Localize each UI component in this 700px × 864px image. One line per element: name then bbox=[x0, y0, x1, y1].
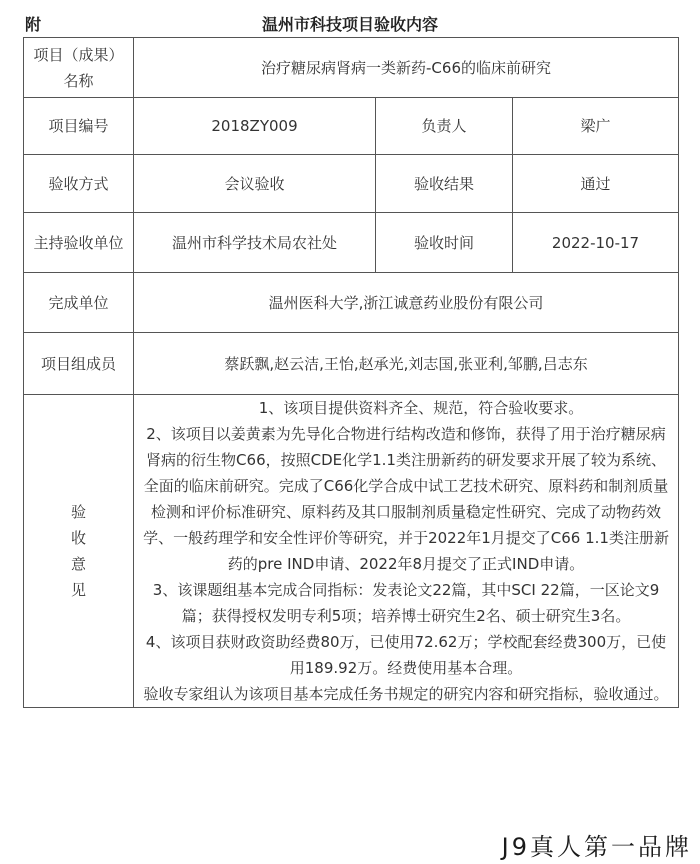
leader-label: 负责人 bbox=[376, 98, 513, 155]
completing-unit-value: 温州医科大学,浙江诚意药业股份有限公司 bbox=[134, 273, 679, 333]
table-row bbox=[24, 38, 679, 98]
opinion-paragraph: 2、该项目以姜黄素为先导化合物进行结构改造和修饰，获得了用于治疗糖尿病肾病的衍生物C66，按照CDE化学1.1类注册新药的研发要求开展了较为系统、全面的临床前研究。完成了C66化学合成中试工艺技术研究、原料药和制剂质量检测和评价标准研究、原料药及其口服制剂质量稳定性研究、完成了动物药效学、一般药理学和安全性评价等研究，并于2022年1月提交了C66 1.1类注册新药的pre IND申请、2022年8月提交了正式IND申请。 bbox=[143, 425, 669, 573]
watermark: J9真人第一品牌 bbox=[501, 833, 692, 861]
opinion-paragraph: 验收专家组认为该项目基本完成任务书规定的研究内容和研究指标，验收通过。 bbox=[143, 685, 669, 703]
opinion-body bbox=[134, 395, 679, 708]
opinion-paragraph: 1、该项目提供资料齐全、规范，符合验收要求。 bbox=[258, 399, 584, 417]
acceptance-table bbox=[23, 37, 679, 708]
appendix-label: 附 bbox=[25, 15, 42, 34]
table-row bbox=[24, 213, 679, 273]
opinion-paragraph: 3、该课题组基本完成合同指标：发表论文22篇，其中SCI 22篇，一区论文9篇；获得授权发明专利5项；培养博士研究生2名、硕士研究生3名。 bbox=[152, 581, 660, 625]
method-label: 验收方式 bbox=[24, 155, 134, 213]
result-value: 通过 bbox=[513, 155, 679, 213]
host-unit-label: 主持验收单位 bbox=[24, 213, 134, 273]
opinion-label bbox=[24, 395, 134, 708]
project-number-label: 项目编号 bbox=[24, 98, 134, 155]
project-number-value: 2018ZY009 bbox=[134, 98, 376, 155]
table-row bbox=[24, 98, 679, 155]
members-label: 项目组成员 bbox=[24, 333, 134, 395]
completing-unit-label: 完成单位 bbox=[24, 273, 134, 333]
project-name-label: 项目（成果）名称 bbox=[24, 38, 134, 98]
page-title: 温州市科技项目验收内容 bbox=[261, 15, 438, 34]
time-value: 2022-10-17 bbox=[513, 213, 679, 273]
result-label: 验收结果 bbox=[376, 155, 513, 213]
members-value: 蔡跃飘,赵云洁,王怡,赵承光,刘志国,张亚利,邹鹏,吕志东 bbox=[134, 333, 679, 395]
project-name-value: 治疗糖尿病肾病一类新药-C66的临床前研究 bbox=[134, 38, 679, 98]
opinion-paragraph: 4、该项目获财政资助经费80万，已使用72.62万；学校配套经费300万，已使用189.92万。经费使用基本合理。 bbox=[145, 633, 667, 677]
table-row bbox=[24, 273, 679, 333]
time-label: 验收时间 bbox=[376, 213, 513, 273]
document-header bbox=[0, 0, 700, 38]
method-value: 会议验收 bbox=[134, 155, 376, 213]
table-row bbox=[24, 333, 679, 395]
leader-value: 梁广 bbox=[513, 98, 679, 155]
table-row bbox=[24, 395, 679, 708]
opinion-label-text: 验收意见 bbox=[71, 503, 87, 599]
host-unit-value: 温州市科学技术局农社处 bbox=[134, 213, 376, 273]
table-row bbox=[24, 155, 679, 213]
